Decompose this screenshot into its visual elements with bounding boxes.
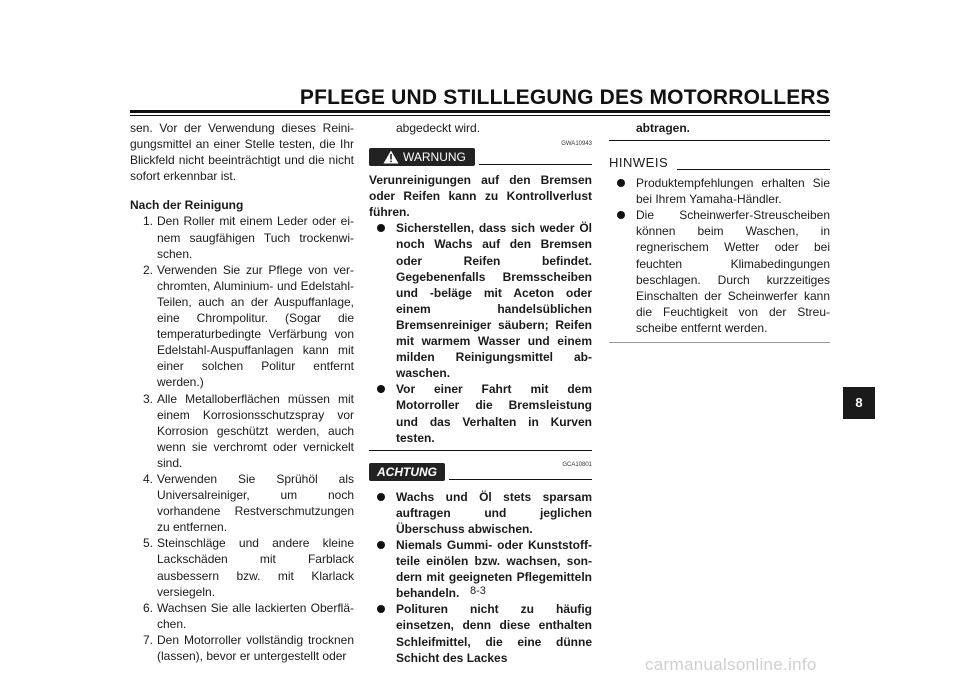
- warning-bullets: [369, 220, 592, 445]
- watermark: carmanualsonline.info: [645, 655, 817, 674]
- step-number: 2.: [143, 262, 154, 277]
- step-text: Wachsen Sie alle lackierten Oberflächen.: [157, 600, 354, 631]
- list-item: [609, 175, 830, 207]
- list-item: [130, 535, 354, 599]
- list-item: [130, 262, 354, 391]
- bullet-icon: [377, 605, 385, 613]
- warning-rule: [479, 164, 592, 165]
- header-rule-thin: [130, 115, 830, 116]
- step-text: Den Roller mit einem Leder oder einem saugfähigen Tuch trockenwischen.: [157, 214, 354, 261]
- step-number: 4.: [143, 471, 154, 486]
- bullet-icon: [377, 493, 385, 501]
- list-item: [130, 632, 354, 664]
- page-number: 8-3: [470, 585, 486, 597]
- bullet-text: Niemals Gummi- oder Kunststoffteile einölen bzw. wachsen, sondern mit geeigneten Pflegemitteln behandeln.: [396, 537, 592, 601]
- list-item: [130, 391, 354, 471]
- bullet-text: Polituren nicht zu häufig einsetzen, denn diese enthalten Schleifmittel, die eine dünne Schicht des Lackes: [396, 602, 592, 665]
- list-item: [369, 489, 592, 537]
- step-number: 3.: [143, 391, 154, 406]
- note-label: HINWEIS: [609, 155, 669, 171]
- column-left: [130, 120, 354, 664]
- caution-rule: [449, 479, 592, 480]
- list-item: [369, 220, 592, 381]
- step-text: Alle Metalloberflächen müssen mit einem Korrosionsschutzspray vor Korrosion geschützt werden, auch wenn sie verchromt oder vernickelt sind.: [157, 391, 354, 470]
- column-middle: [369, 120, 592, 666]
- bullet-text: Produktempfehlungen erhalten Sie bei Ihrem Yamaha-Händler.: [636, 176, 830, 207]
- note-end-rule: [609, 342, 830, 343]
- note-rule: [677, 169, 830, 170]
- caution-end-rule: [609, 140, 830, 141]
- column-right: [609, 120, 830, 343]
- bullet-text: Vor einer Fahrt mit dem Motorroller die Bremsleistung und das Verhalten in Kurven testen.: [396, 382, 592, 445]
- caution-code: GCA10801: [562, 461, 592, 468]
- warning-label: WARNUNG: [403, 150, 466, 165]
- list-item: [369, 381, 592, 445]
- caution-bullets: [369, 489, 592, 666]
- bullet-icon: [377, 224, 385, 232]
- subheading-after-cleaning: Nach der Reinigung: [130, 198, 244, 213]
- bullet-icon: [617, 179, 625, 187]
- note-header: [609, 155, 830, 175]
- cleaning-steps-list: [130, 213, 354, 664]
- chapter-tab: 8: [843, 387, 875, 419]
- list-item: [130, 600, 354, 632]
- step-number: 1.: [143, 214, 154, 229]
- caution-continuation: abtragen.: [636, 121, 691, 135]
- list-item: [609, 207, 830, 336]
- caution-header: [369, 457, 592, 481]
- bullet-text: Wachs und Öl stets sparsam auftragen und jeglichen Überschuss abwischen.: [396, 489, 592, 536]
- step-text: Den Motorroller vollständig trocknen (lassen), bevor er untergestellt oder: [157, 632, 354, 663]
- step-number: 7.: [143, 632, 154, 647]
- bullet-icon: [377, 541, 385, 549]
- header-rule: [130, 110, 830, 113]
- step-number: 5.: [143, 536, 154, 551]
- bullet-text: Sicherstellen, dass sich weder Öl noch Wachs auf den Bremsen oder Reifen befindet. Gegebenenfalls Bremsscheiben und -beläge mit Aceton oder einem handelsüblichen Bremsenreiniger säubern; Reifen mit warmem Wasser und einem milden Reinigungsmittel abwaschen.: [396, 221, 592, 381]
- note-bullets: [609, 175, 830, 336]
- step-number: 6.: [143, 600, 154, 615]
- list-item: [369, 601, 592, 665]
- list-item: [130, 471, 354, 535]
- warning-code: GWA10943: [561, 141, 592, 148]
- step-text: Verwenden Sie zur Pflege von verchromten, Aluminium- und Edelstahl-Teilen, auch an der Auspuffanlage, eine Chrompolitur. (Sogar die temperaturbedingte Verfärbung von Edelstahl-Auspuffanlagen kann mit einer solchen Politur entfernt werden.): [157, 262, 354, 390]
- warning-lead: Verunreinigungen auf den Bremsen oder Reifen kann zu Kontrollverlust führen.: [369, 173, 592, 220]
- warning-triangle-icon: [383, 150, 399, 164]
- caution-badge: ACHTUNG: [369, 463, 445, 481]
- bullet-icon: [617, 211, 625, 219]
- page-header-title: PFLEGE UND STILLLEGUNG DES MOTORROLLERS: [299, 86, 830, 109]
- step-text: Steinschläge und andere kleine Lackschäden mit Farblack ausbessern bzw. mit Klarlack versiegeln.: [157, 536, 354, 599]
- bullet-text: Die Scheinwerfer-Streuscheiben können beim Waschen, in regnerischem Wetter oder bei feuchten Klimabedingungen beschlagen. Durch kurzzeitiges Einschalten der Scheinwerfer kann die Feuchtigkeit von der Streuscheibe entfernt werden.: [636, 208, 830, 335]
- warning-badge: [369, 148, 475, 166]
- list-item: [130, 213, 354, 261]
- intro-paragraph: sen. Vor der Verwendung dieses Reinigungsmittel an einer Stelle testen, die Ihr Blickfeld nicht beeinträchtigt und die nicht sofort erkennbar ist.: [130, 121, 354, 184]
- warning-header: [369, 142, 592, 166]
- continuation-text: abgedeckt wird.: [396, 121, 481, 135]
- bullet-icon: [377, 385, 385, 393]
- step-text: Verwenden Sie Sprühöl als Universalreiniger, um noch vorhandene Restverschmutzungen zu entfernen.: [157, 471, 354, 535]
- warning-end-rule: [369, 450, 592, 451]
